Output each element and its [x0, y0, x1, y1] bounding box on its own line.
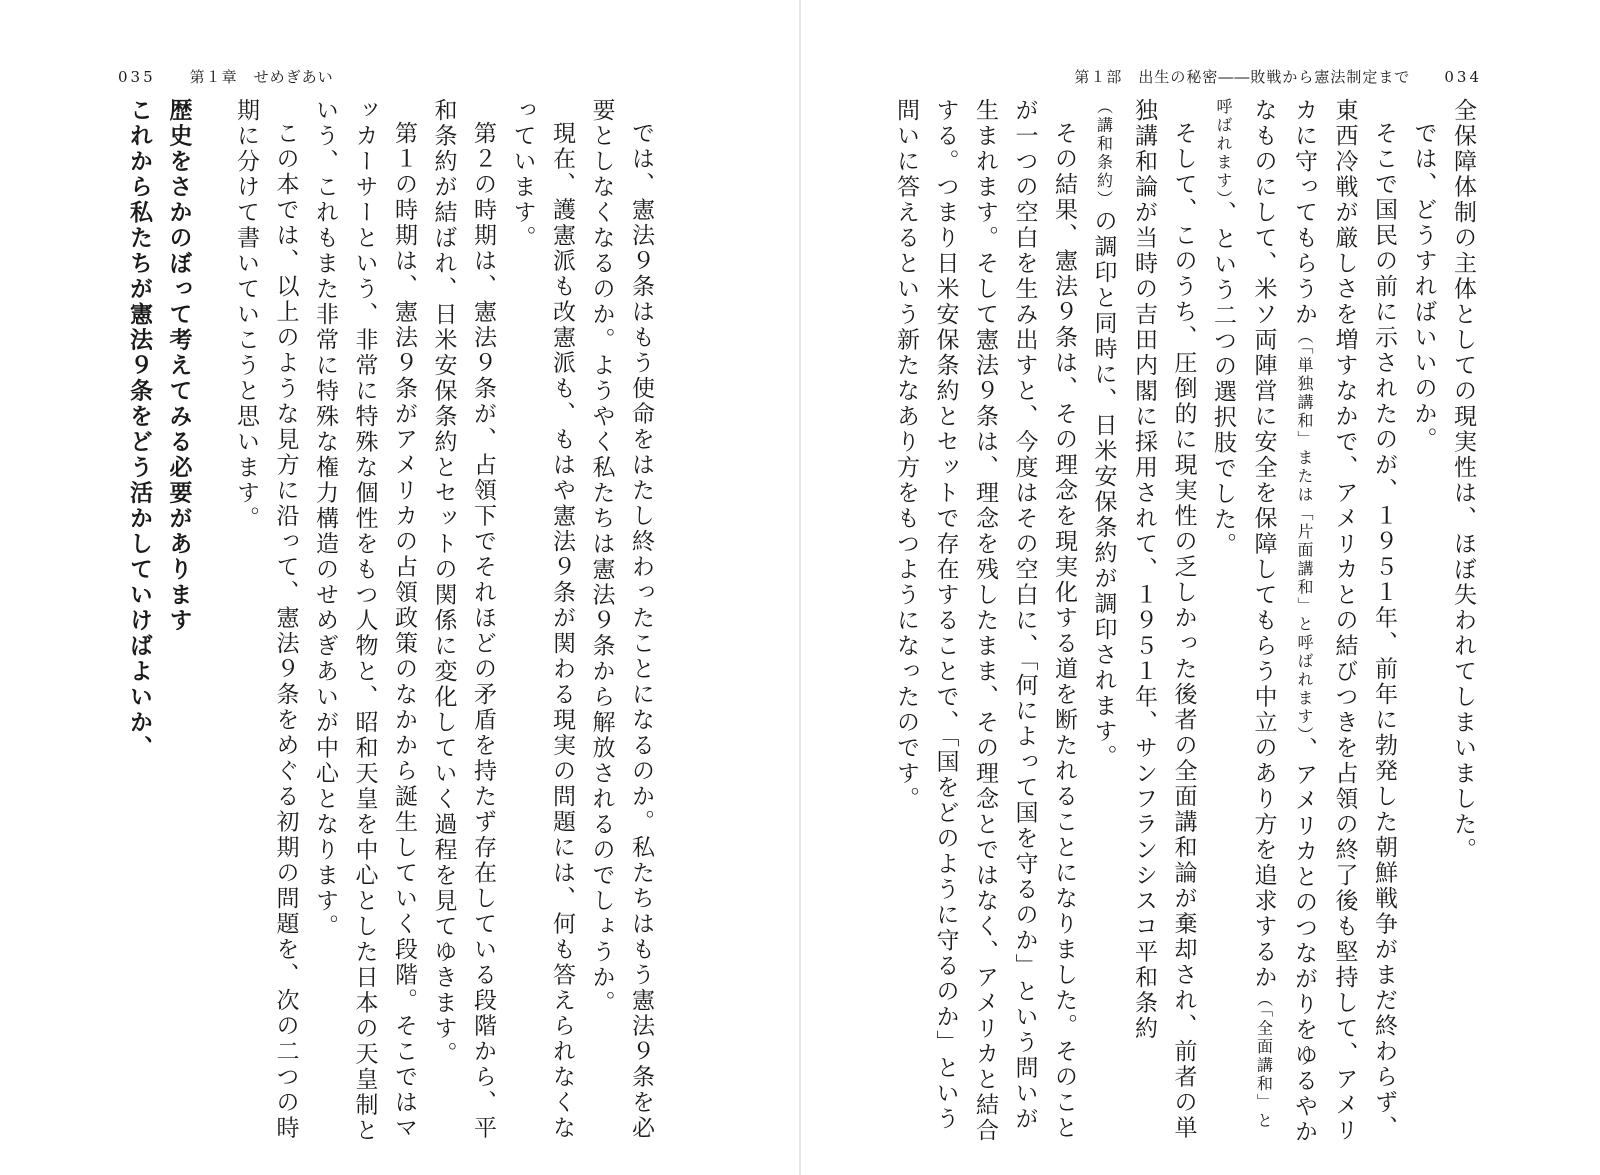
right-page-number: 034	[1444, 68, 1482, 86]
body-paragraph	[1203, 98, 1404, 1148]
inline-note: （「単独講和」または「片面講和」と呼ばれます）	[1295, 327, 1314, 737]
body-text-run: そこで国民の前に示されたのが、１９５１年、前年に勃発した朝鮮戦争がまだ終わらず、東西冷戦が厳しさを増すなかで、アメリカとの結びつきを占領の終了後も堅持して、アメリカに守ってもらうか	[1291, 98, 1397, 1144]
body-paragraph: では、どうすればいいのか。	[1410, 121, 1437, 453]
body-paragraph	[1083, 98, 1203, 1148]
left-body-text	[115, 98, 660, 1148]
right-body-text	[893, 98, 1482, 1148]
body-paragraph: 全保障体制の主体としての現実性は、ほぼ失われてしまいました。	[1450, 98, 1476, 863]
left-running-header	[118, 66, 334, 87]
body-text-run: の調印と同時に、日米安保条約が調印されます。	[1090, 209, 1117, 770]
inline-note: （「全面講和」と呼ばれます）	[1214, 98, 1274, 1131]
chapter-title: 第１章 せめぎあい	[189, 68, 334, 86]
body-paragraph: では、憲法９条はもう使命をはたし終わったことになるのか。私たちはもう憲法９条を必要としなくなるのか。ようやく私たちは憲法９条から解放されるのでしょうか。	[588, 98, 654, 1141]
body-text-run: そして、このうち、圧倒的に現実性の乏しかった後者の全面講和論が棄却され、前者の単独講和論が当時の吉田内閣に採用されて、１９５１年、サンフランシスコ平和条約	[1131, 98, 1197, 1141]
right-page	[800, 0, 1600, 1175]
body-paragraph: 第２の時期は、憲法９条が、占領下でそれほどの矛盾を持たず存在している段階から、平和条約が結ばれ、日米安保条約とセットの関係に変化していく過程を見てゆきます。	[430, 98, 496, 1141]
body-paragraph: 第１の時期は、憲法９条がアメリカの占領政策のなかから誕生していく段階。そこではマッカーサーという、非常に特殊な個性をもつ人物と、昭和天皇を中心とした日本の天皇制という、これもまた非常に特殊な権力構造のせめぎあいが中心となります。	[312, 98, 417, 1144]
section-heading	[119, 98, 198, 1148]
body-text-run: 、アメリカとのつながりをゆるやかなものにして、米ソ両陣営に安全を保障してもらう中立のあり方を追求するか	[1250, 98, 1317, 1145]
section-heading-line: これから私たちが憲法９条をどう活かしていけばよいか、	[126, 98, 152, 761]
part-title: 第１部 出生の秘密――敗戦から憲法制定まで	[1074, 68, 1411, 86]
body-paragraph: 現在、護憲派も改憲派も、もはや憲法９条が関わる現実の問題には、何も答えられなくなっています。	[509, 98, 575, 1141]
right-running-header	[1074, 66, 1482, 87]
left-page-number: 035	[118, 68, 156, 86]
section-heading-line: 歴史をさかのぼって考えてみる必要があります	[165, 98, 192, 634]
body-paragraph: その結果、憲法９条は、その理念を現実化する道を断たれることになりました。そのことが一つの空白を生み出すと、今度はその空白に、「何によって国を守るのか」という問いが生まれます。そして憲法９条は、理念を残したまま、その理念とではなく、アメリカと結合する。つまり日米安保条約とセットで存在することで、「国をどのように守るのか」という問いに答えるという新たなあり方をもつようになったのです。	[893, 98, 1077, 1144]
inline-note: （講和条約）	[1094, 98, 1114, 209]
body-paragraph: この本では、以上のような見方に沿って、憲法９条をめぐる初期の問題を、次の二つの時期に分けて書いていこうと思います。	[233, 98, 299, 1141]
body-text-run: 、という二つの選択肢でした。	[1210, 201, 1236, 558]
